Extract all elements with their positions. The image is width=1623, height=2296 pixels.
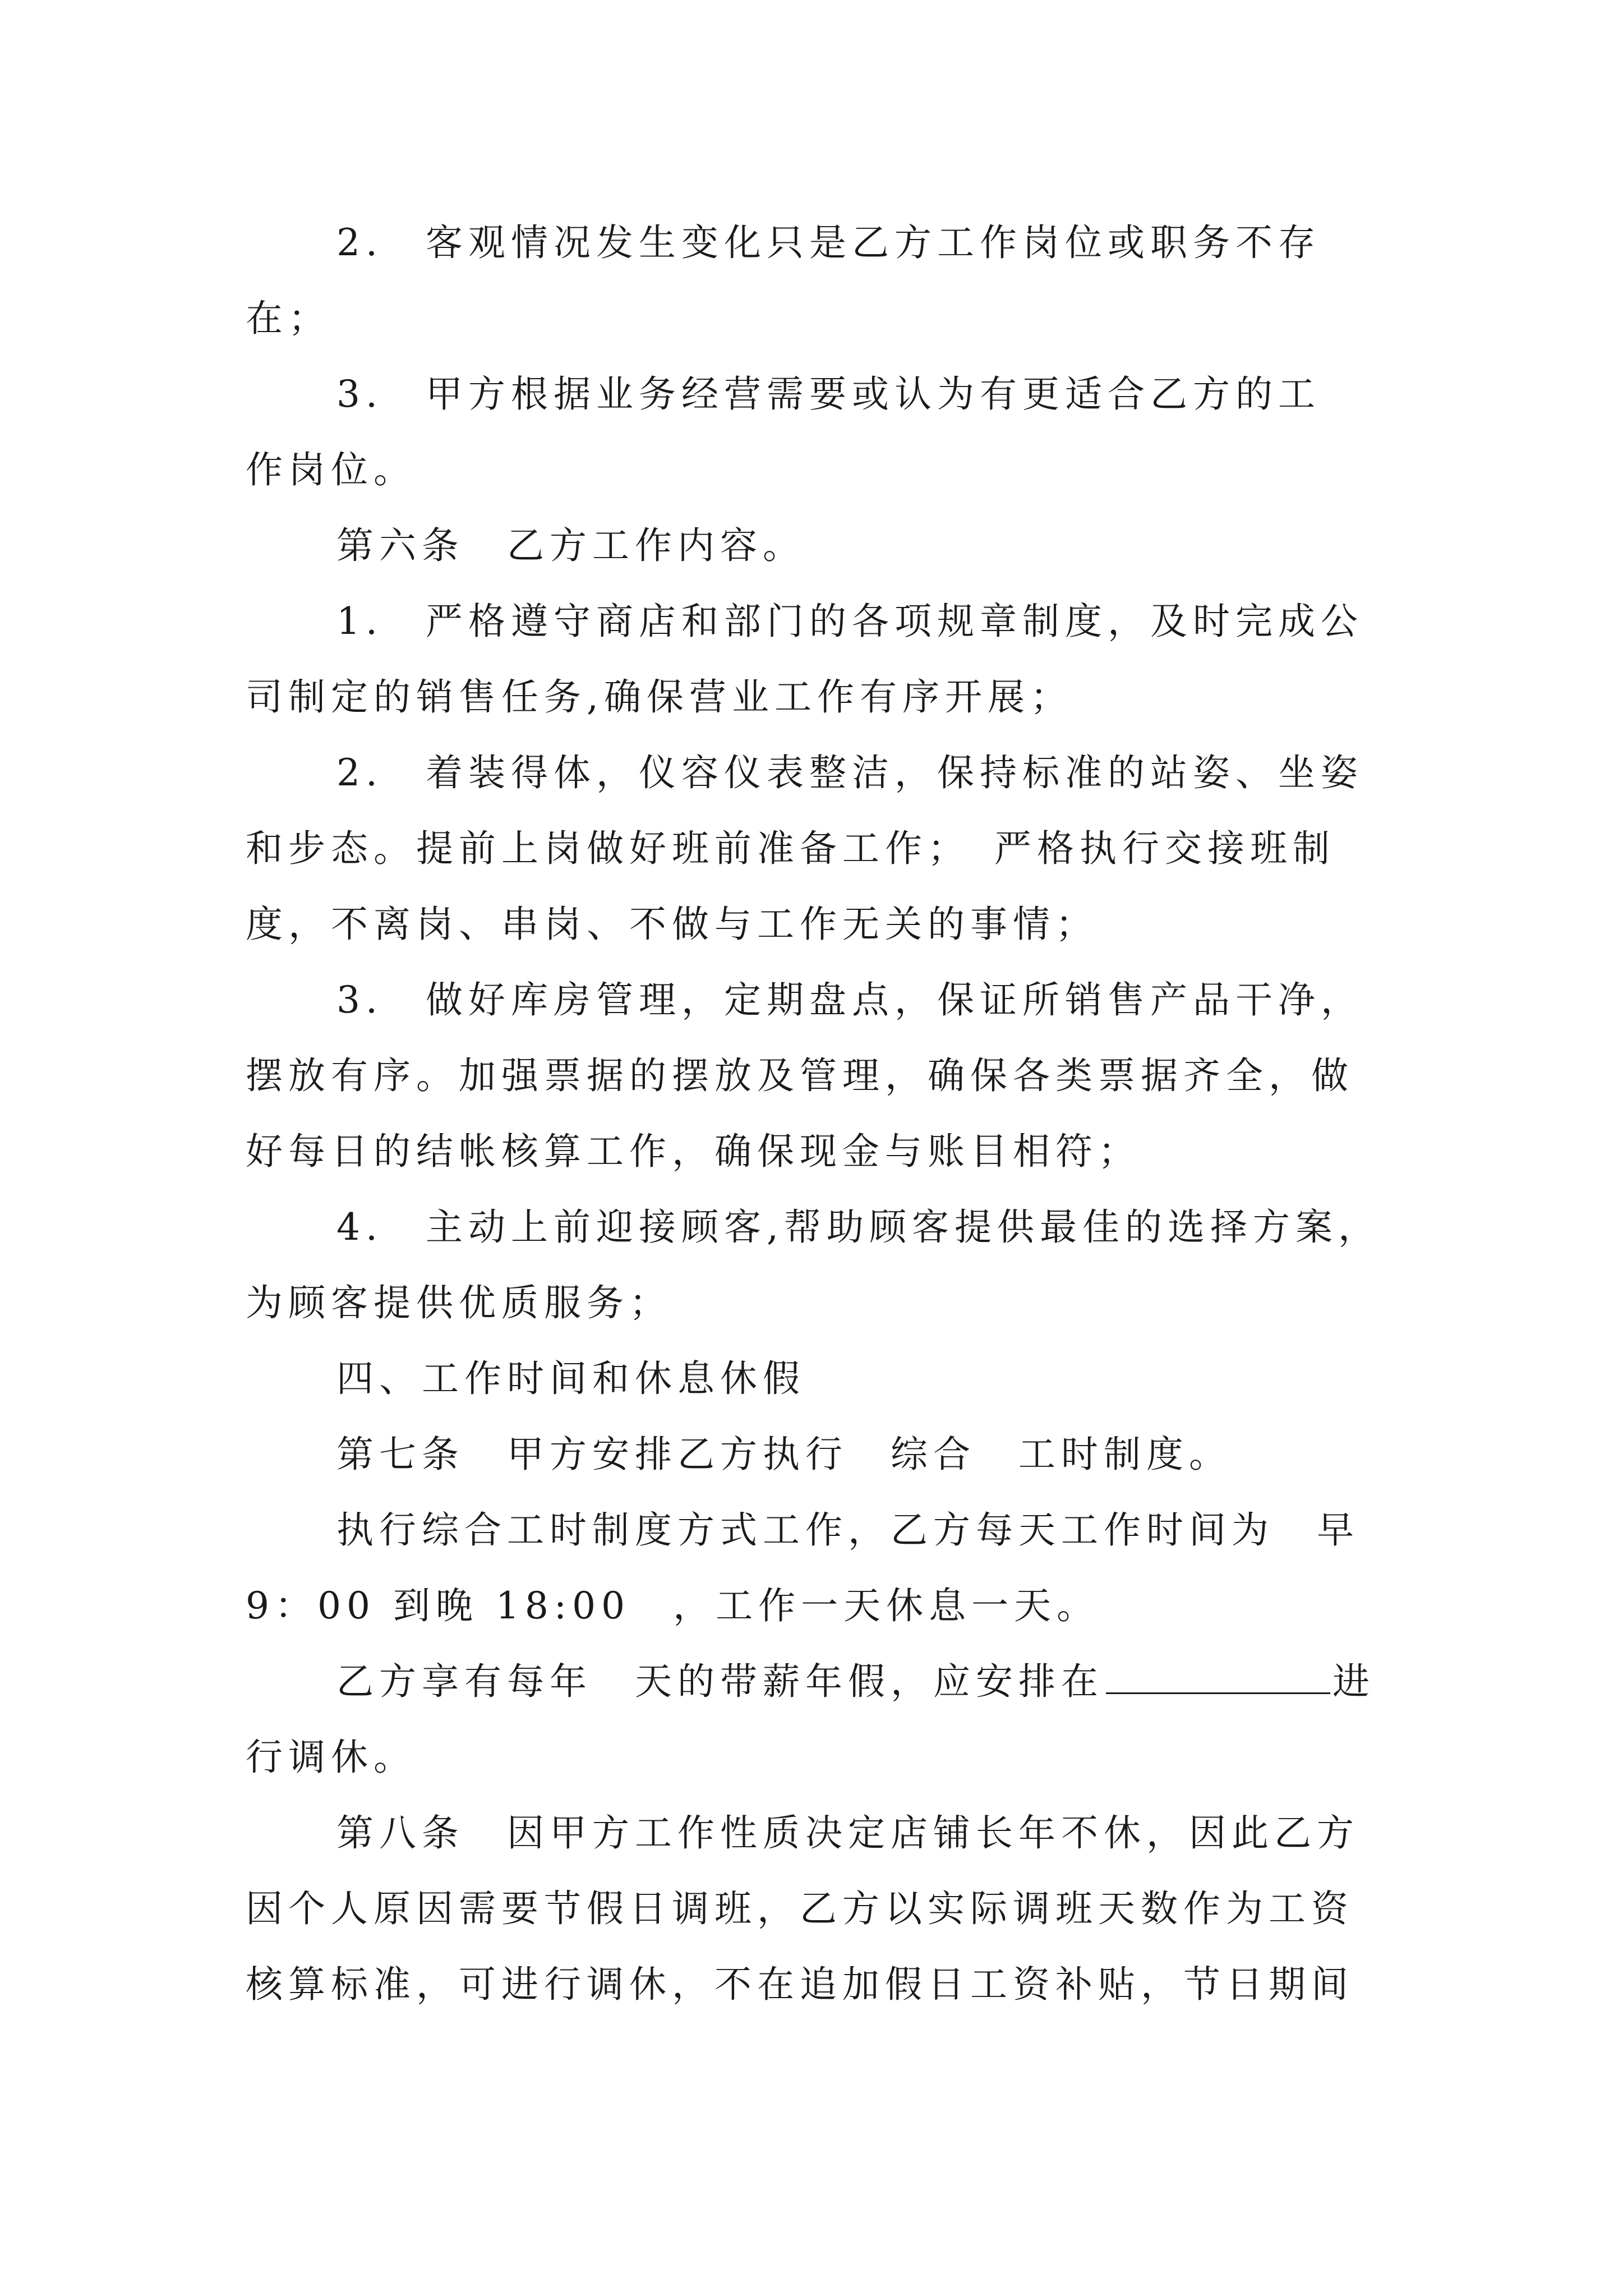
text-line: 4. 主动上前迎接顾客,帮助顾客提供最佳的选择方案， bbox=[336, 1205, 1381, 1249]
text-line: 摆放有序。加强票据的摆放及管理，确保各类票据齐全，做 bbox=[246, 1054, 1354, 1097]
text-line-with-blank bbox=[336, 1640, 1375, 1724]
text-line: 好每日的结帐核算工作，确保现金与账目相符； bbox=[246, 1130, 1141, 1173]
fill-in-blank bbox=[1106, 1653, 1330, 1694]
text-line: 在； bbox=[246, 297, 331, 340]
text-line: 为顾客提供优质服务； bbox=[246, 1281, 672, 1324]
article-heading: 第六条 乙方工作内容。 bbox=[336, 524, 805, 567]
text-line: 作岗位。 bbox=[246, 448, 416, 491]
text-line: 2. 客观情况发生变化只是乙方工作岗位或职务不存 bbox=[336, 221, 1321, 264]
article-heading: 第七条 甲方安排乙方执行 综合 工时制度。 bbox=[336, 1433, 1232, 1476]
text-line: 2. 着装得体，仪容仪表整洁，保持标准的站姿、坐姿 bbox=[336, 751, 1363, 794]
text-line: 核算标准，可进行调休，不在追加假日工资补贴，节日期间 bbox=[246, 1963, 1354, 2006]
section-heading: 四、工作时间和休息休假 bbox=[336, 1357, 805, 1400]
text-line: 司制定的销售任务,确保营业工作有序开展； bbox=[246, 675, 1073, 719]
text-line: 3. 做好库房管理，定期盘点，保证所销售产品干净， bbox=[336, 978, 1363, 1022]
text-line: 和步态。提前上岗做好班前准备工作； 严格执行交接班制 bbox=[246, 827, 1335, 870]
article-heading: 第八条 因甲方工作性质决定店铺长年不休，因此乙方 bbox=[336, 1811, 1359, 1855]
text-line: 因个人原因需要节假日调班，乙方以实际调班天数作为工资 bbox=[246, 1887, 1354, 1930]
text-segment: 进 bbox=[1332, 1660, 1375, 1703]
text-line: 3. 甲方根据业务经营需要或认为有更适合乙方的工 bbox=[336, 372, 1321, 416]
text-line: 行调休。 bbox=[246, 1736, 416, 1779]
text-line: 度，不离岗、串岗、不做与工作无关的事情； bbox=[246, 903, 1098, 946]
text-segment: 乙方享有每年 天的带薪年假，应安排在 bbox=[336, 1660, 1104, 1703]
text-line: 执行综合工时制度方式工作，乙方每天工作时间为 早 bbox=[336, 1508, 1359, 1552]
text-line: 9：00 到晚 18:00 ，工作一天休息一天。 bbox=[246, 1584, 1100, 1627]
text-line: 1. 严格遵守商店和部门的各项规章制度，及时完成公 bbox=[336, 600, 1363, 643]
